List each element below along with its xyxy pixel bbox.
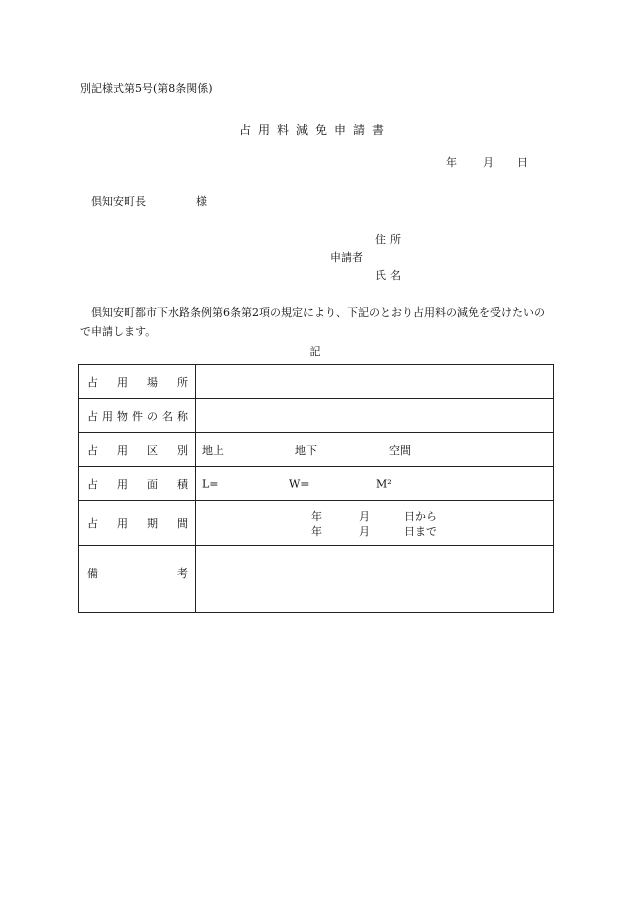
application-form-table (78, 364, 554, 613)
table-row-period (79, 501, 554, 546)
label-char: 場 (147, 375, 158, 389)
area-width-field[interactable]: W= (289, 477, 310, 490)
label-char: 区 (147, 443, 158, 457)
period-to-year: 年 (311, 525, 322, 538)
category-value-cell[interactable] (196, 433, 554, 467)
applicant-name-label: 氏名 (375, 269, 405, 282)
form-reference: 別記様式第5号(第8条関係) (80, 82, 213, 95)
category-option-above-ground[interactable]: 地上 (202, 443, 224, 457)
document-title: 占用料減免申請書 (238, 123, 391, 137)
label-char: 用 (117, 477, 128, 491)
label-char: 件 (132, 409, 143, 423)
label-char: の (147, 409, 158, 423)
label-char: 用 (117, 375, 128, 389)
label-char: 物 (117, 409, 128, 423)
ki-heading: 記 (309, 345, 321, 358)
date-year-label: 年 (446, 156, 457, 169)
table-row-object-name (79, 399, 554, 433)
period-label-cell (79, 501, 196, 546)
location-value-cell[interactable] (196, 365, 554, 399)
label-char: 面 (147, 477, 158, 491)
label-char: 占 (87, 375, 98, 389)
label-char: 占 (87, 443, 98, 457)
table-row-area (79, 467, 554, 501)
label-char: 称 (177, 409, 188, 423)
remarks-value-cell[interactable] (196, 546, 554, 613)
area-label-cell (79, 467, 196, 501)
label-char: 名 (162, 409, 173, 423)
addressee-honorific: 様 (196, 195, 207, 208)
period-value-cell[interactable] (196, 501, 554, 546)
period-to-day: 日まで (404, 525, 437, 538)
label-char: 期 (147, 517, 158, 530)
location-label-cell (79, 365, 196, 399)
date-month-label: 月 (483, 156, 494, 169)
label-char: 別 (177, 443, 188, 457)
label-char: 用 (117, 443, 128, 457)
period-from-day: 日から (404, 510, 437, 523)
object-name-label-cell (79, 399, 196, 433)
label-char: 占 (87, 477, 98, 491)
label-char: 用 (117, 517, 128, 530)
table-row-location (79, 365, 554, 399)
label-char: 占 (87, 409, 98, 423)
remarks-label-cell (79, 546, 196, 613)
category-option-underground[interactable]: 地下 (295, 443, 317, 457)
table-row-category (79, 433, 554, 467)
category-option-airspace[interactable]: 空間 (389, 443, 411, 457)
label-char: 備 (87, 567, 98, 580)
period-to-month: 月 (359, 525, 370, 538)
table-row-remarks (79, 546, 554, 613)
applicant-label: 申請者 (330, 251, 363, 264)
period-from-month: 月 (359, 510, 370, 523)
label-char: 積 (177, 477, 188, 491)
area-length-field[interactable]: L= (202, 477, 219, 490)
area-value-cell[interactable] (196, 467, 554, 501)
category-label-cell (79, 433, 196, 467)
applicant-address-label: 住所 (375, 233, 405, 246)
area-unit-label: M² (376, 477, 392, 490)
label-char: 占 (87, 517, 98, 530)
label-char: 所 (177, 375, 188, 389)
label-char: 用 (102, 409, 113, 423)
period-from-year: 年 (311, 510, 322, 523)
object-name-value-cell[interactable] (196, 399, 554, 433)
date-day-label: 日 (517, 156, 528, 169)
application-statement: 倶知安町都市下水路条例第6条第2項の規定により、下記のとおり占用料の減免を受けたいので申請します。 (80, 306, 545, 338)
label-char: 間 (177, 517, 188, 530)
addressee-name: 倶知安町長 (91, 195, 146, 208)
label-char: 考 (177, 567, 188, 580)
